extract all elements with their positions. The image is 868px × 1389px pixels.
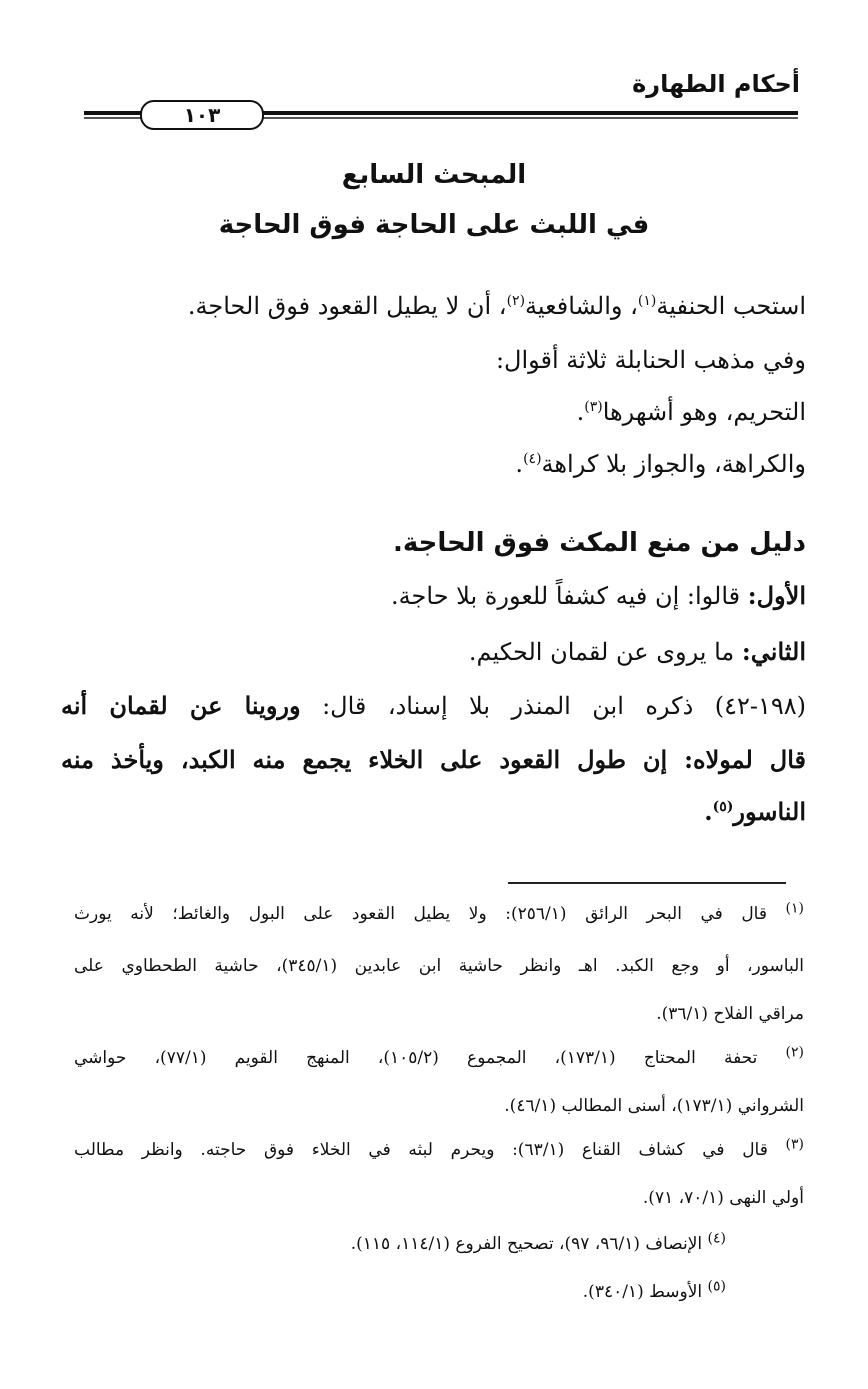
evidence-subheading: دليل من منع المكث فوق الحاجة. bbox=[392, 528, 806, 558]
running-title: أحكام الطهارة bbox=[632, 70, 800, 98]
paragraph-1 bbox=[188, 286, 806, 326]
narration-line-1 bbox=[61, 686, 806, 726]
footnote-5 bbox=[583, 1278, 726, 1306]
footnote-2-text-1: تحفة المحتاج (١٧٣/١)، المجموع (١٠٥/٢)، المنهج القويم (٧٧/١)، حواشي bbox=[74, 1048, 786, 1068]
first-evidence bbox=[391, 576, 806, 616]
paragraph-3 bbox=[577, 392, 806, 432]
footnote-5-marker: (٥) bbox=[707, 1278, 726, 1295]
footnote-3-text-1: قال في كشاف القناع (٦٣/١): ويحرم لبثه في الخلاء فوق حاجته. وانظر مطالب bbox=[74, 1140, 786, 1160]
narration-end-text: الناسور bbox=[733, 797, 806, 826]
footnote-separator bbox=[508, 882, 786, 884]
p4-end: . bbox=[515, 450, 524, 478]
section-label: المبحث السابع bbox=[341, 160, 527, 190]
narration-quote-start: وروينا عن لقمان أنه bbox=[61, 691, 301, 720]
footnote-2-marker: (٢) bbox=[785, 1044, 804, 1061]
footnote-1-text-1: قال في البحر الرائق (٢٥٦/١): ولا يطيل القعود على البول والغائط؛ لأنه يورث bbox=[74, 904, 786, 924]
first-text: قالوا: إن فيه كشفاً للعورة بلا حاجة. bbox=[391, 582, 748, 610]
footnote-3-marker: (٣) bbox=[785, 1136, 805, 1153]
footnote-4-marker: (٤) bbox=[707, 1230, 726, 1247]
footnote-1-line-3: مراقي الفلاح (٣٦/١). bbox=[656, 1004, 804, 1024]
p3-end: . bbox=[576, 398, 585, 426]
p3-text: التحريم، وهو أشهرها bbox=[602, 398, 806, 426]
narration-line-3 bbox=[704, 792, 806, 832]
footnote-ref-1: (١) bbox=[637, 293, 657, 309]
footnote-2-line-1 bbox=[74, 1044, 804, 1072]
footnote-4-text: الإنصاف (٩٦/١، ٩٧)، تصحيح الفروع (١١٤/١، ١١٥). bbox=[350, 1234, 708, 1254]
footnote-ref-4: (٤) bbox=[523, 451, 542, 467]
footnote-1-line-1 bbox=[74, 900, 804, 928]
second-evidence bbox=[469, 632, 806, 672]
narration-intro: (١٩٨-٤٢) ذكره ابن المنذر بلا إسناد، قال: bbox=[300, 692, 807, 720]
page-number: ١٠٣ bbox=[140, 100, 264, 130]
section-title: في اللبث على الحاجة فوق الحاجة bbox=[218, 210, 650, 240]
footnote-1-marker: (١) bbox=[785, 900, 805, 917]
first-label: الأول: bbox=[747, 581, 806, 610]
footnote-3-line-1 bbox=[74, 1136, 804, 1164]
footnote-ref-5: (٥) bbox=[712, 799, 734, 815]
paragraph-2: وفي مذهب الحنابلة ثلاثة أقوال: bbox=[495, 346, 806, 374]
footnote-ref-3: (٣) bbox=[584, 399, 603, 415]
p1-mid: ، والشافعية bbox=[525, 292, 638, 320]
p1-text: استحب الحنفية bbox=[656, 292, 806, 320]
footnote-1-line-2: الباسور، أو وجع الكبد. اهـ وانظر حاشية ابن عابدين (٣٤٥/١)، حاشية الطحطاوي على bbox=[74, 956, 804, 976]
footnote-ref-2: (٢) bbox=[506, 293, 526, 309]
p1-end: ، أن لا يطيل القعود فوق الحاجة. bbox=[187, 292, 507, 320]
second-label: الثاني: bbox=[741, 637, 806, 666]
header-rule bbox=[84, 100, 798, 127]
p4-text: والكراهة، والجواز بلا كراهة bbox=[541, 450, 806, 478]
narration-line-2: قال لمولاه: إن طول القعود على الخلاء يجمع منه الكبد، ويأخذ منه bbox=[61, 745, 806, 774]
footnote-4 bbox=[351, 1230, 726, 1258]
paragraph-4 bbox=[515, 444, 806, 484]
footnote-2-line-2: الشرواني (١٧٣/١)، أسنى المطالب (٤٦/١). bbox=[504, 1096, 804, 1116]
footnote-3-line-2: أولي النهى (٧٠/١، ٧١). bbox=[642, 1188, 804, 1208]
second-text: ما يروى عن لقمان الحكيم. bbox=[468, 638, 742, 666]
narration-end-dot: . bbox=[704, 797, 713, 826]
footnote-5-text: الأوسط (٣٤٠/١). bbox=[582, 1282, 708, 1302]
